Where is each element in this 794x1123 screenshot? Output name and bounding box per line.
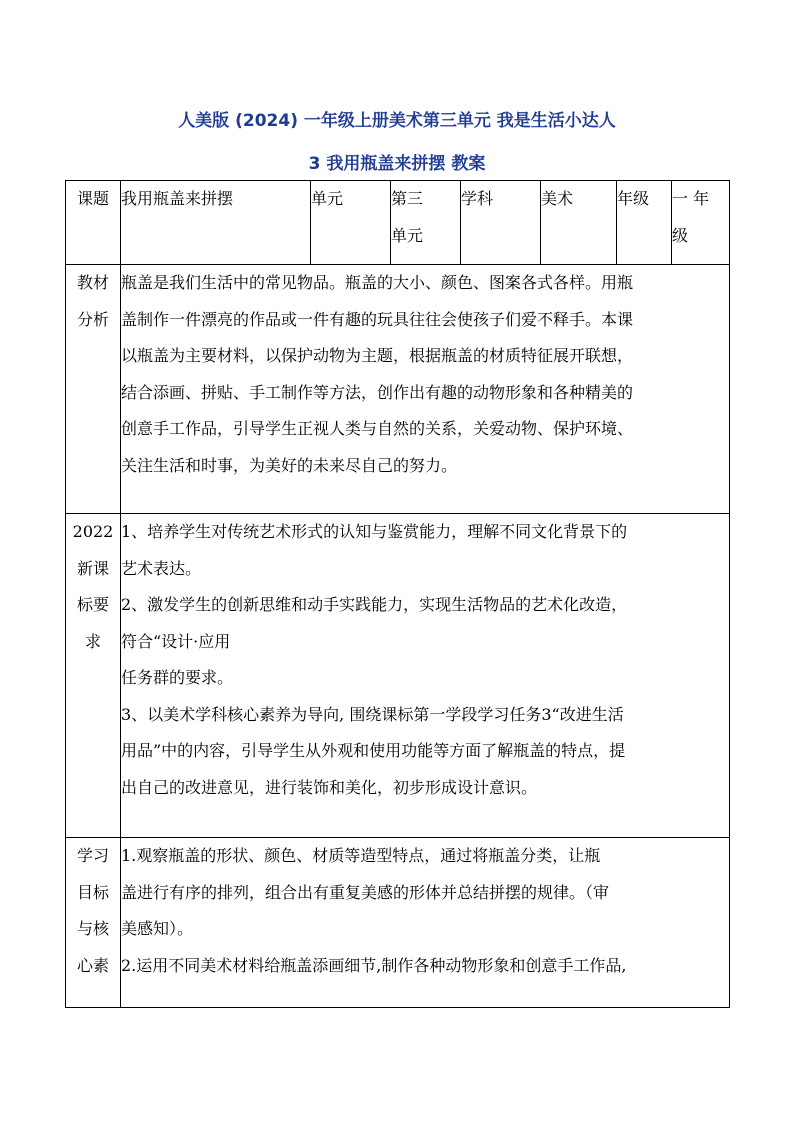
standards-text-line: 1、培养学生对传统艺术形式的认知与鉴赏能力，理解不同文化背景下的 — [121, 522, 628, 541]
grade-value-line: 一 年 — [672, 189, 710, 208]
grade-label: 年级 — [617, 181, 672, 265]
unit-value — [391, 181, 461, 265]
analysis-content — [121, 265, 730, 514]
standards-text-line: 任务群的要求。 — [121, 668, 234, 687]
standards-text-line: 符合“设计·应用 — [121, 631, 231, 651]
objectives-label-line: 目标 — [76, 882, 109, 902]
objectives-text-line: 2.运用不同美术材料给瓶盖添画细节,制作各种动物形象和创意手工作品, — [121, 955, 627, 975]
objectives-label-line: 学习 — [76, 846, 109, 865]
standards-label — [66, 514, 121, 838]
objectives-label — [66, 838, 121, 1008]
lesson-plan-table — [65, 180, 730, 1008]
standards-text-line: 出自己的改进意见，进行装饰和美化，初步形成设计意识。 — [121, 777, 538, 797]
analysis-label-line: 分析 — [76, 309, 109, 329]
objectives-text-line: 盖进行有序的排列，组合出有重复美感的形体并总结拼摆的规律。（审 — [121, 882, 610, 902]
analysis-text-line: 以瓶盖为主要材料，以保护动物为主题，根据瓶盖的材质特征展开联想， — [121, 346, 634, 365]
standards-text-line: 艺术表达。 — [121, 558, 202, 578]
unit-label: 单元 — [311, 181, 391, 265]
objectives-label-line: 心素 — [76, 955, 109, 975]
grade-value-line: 级 — [672, 225, 689, 245]
objectives-row — [66, 838, 730, 1008]
objectives-text-line: 美感知）。 — [121, 919, 194, 938]
standards-label-line: 新课 — [76, 558, 109, 578]
analysis-text-line: 盖制作一件漂亮的作品或一件有趣的玩具往往会使孩子们爱不释手。本课 — [121, 309, 634, 329]
analysis-text-line: 创意手工作品，引导学生正视人类与自然的关系，关爱动物、保护环境、 — [121, 419, 634, 438]
subject-label: 学科 — [461, 181, 541, 265]
grade-value — [672, 181, 730, 265]
analysis-row — [66, 265, 730, 514]
standards-text-line: 3、以美术学科核心素养为导向, 围绕课标第一学段学习任务3“改进生活 — [121, 704, 624, 724]
analysis-label-line: 教材 — [76, 273, 109, 292]
standards-label-line: 求 — [84, 631, 101, 651]
standards-label-line: 2022 — [72, 522, 114, 541]
course-label: 课题 — [66, 181, 121, 265]
header-row — [66, 181, 730, 265]
analysis-text-line: 关注生活和时事，为美好的未来尽自己的努力。 — [121, 455, 458, 475]
objectives-label-line: 与核 — [76, 919, 109, 938]
standards-row — [66, 514, 730, 838]
subject-value: 美术 — [541, 181, 617, 265]
analysis-label — [66, 265, 121, 514]
standards-text-line: 用品”中的内容，引导学生从外观和使用功能等方面了解瓶盖的特点，提 — [121, 741, 626, 760]
standards-text-line: 2、激发学生的创新思维和动手实践能力，实现生活物品的艺术化改造， — [121, 595, 628, 614]
analysis-text-line: 结合添画、拼贴、手工制作等方法，创作出有趣的动物形象和各种精美的 — [121, 382, 634, 402]
standards-label-line: 标要 — [76, 595, 109, 614]
unit-value-line: 单元 — [391, 225, 424, 245]
unit-value-line: 第三 — [391, 189, 424, 208]
document-title-line-2: 3 我用瓶盖来拼摆 教案 — [308, 154, 486, 174]
analysis-text-line: 瓶盖是我们生活中的常见物品。瓶盖的大小、颜色、图案各式各样。用瓶 — [121, 273, 634, 292]
objectives-text-line: 1.观察瓶盖的形状、颜色、材质等造型特点，通过将瓶盖分类，让瓶 — [121, 846, 601, 865]
objectives-content — [121, 838, 730, 1008]
document-title-line-1: 人美版 (2024) 一年级上册美术第三单元 我是生活小达人 — [178, 111, 616, 131]
course-value: 我用瓶盖来拼摆 — [121, 181, 311, 265]
standards-content — [121, 514, 730, 838]
